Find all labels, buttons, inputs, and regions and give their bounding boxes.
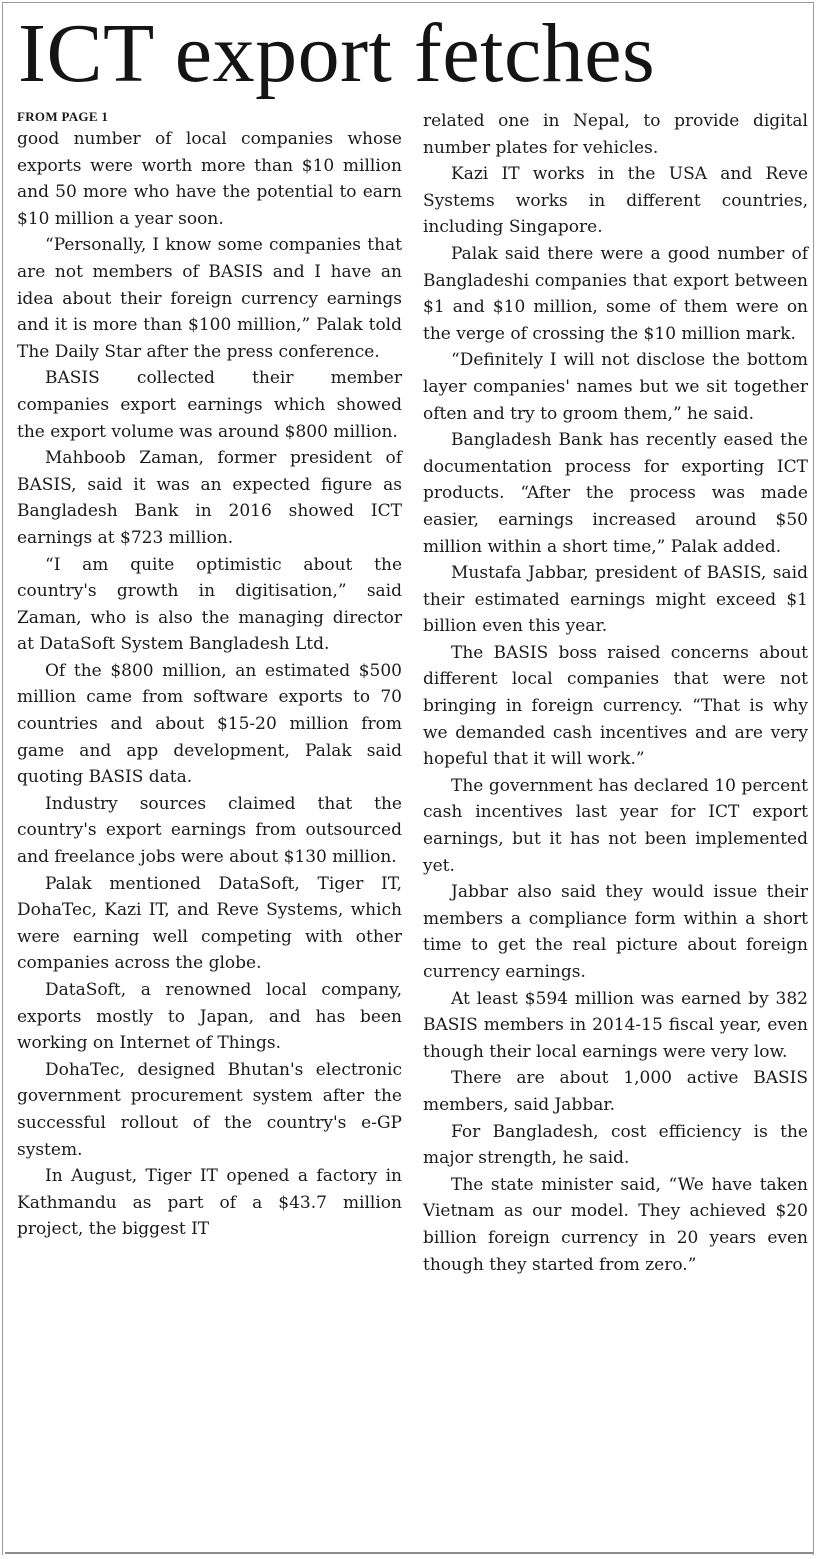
paragraph: There are about 1,000 active BASIS members, said Jabbar. bbox=[423, 1068, 808, 1115]
headline: ICT export fetches bbox=[18, 7, 656, 100]
right-column bbox=[423, 108, 808, 1278]
paragraph: “Definitely I will not disclose the bottom layer companies' names but we sit together often and try to groom them,” he said. bbox=[423, 350, 808, 424]
paragraph: Jabbar also said they would issue their members a compliance form within a short time to get the real picture about foreign currency earnings. bbox=[423, 882, 808, 982]
paragraph: The state minister said, “We have taken Vietnam as our model. They achieved $20 billion foreign currency in 20 years even though they started from zero.” bbox=[423, 1174, 808, 1275]
paragraph: DohaTec, designed Bhutan's electronic government procurement system after the successful rollout of the country's e-GP system. bbox=[17, 1059, 402, 1160]
paragraph: Palak said there were a good number of Bangladeshi companies that export between $1 and $10 million, some of them were on the verge of crossing the $10 million mark. bbox=[423, 243, 808, 344]
paragraph: The BASIS boss raised concerns about different local companies that were not bringing in foreign currency. “That is why we demanded cash incentives and are very hopeful that it will work.” bbox=[423, 642, 808, 770]
paragraph: At least $594 million was earned by 382 BASIS members in 2014-15 fiscal year, even though their local earnings were very low. bbox=[423, 988, 808, 1062]
left-column bbox=[17, 108, 402, 1243]
paragraph: Industry sources claimed that the country's export earnings from outsourced and freelance jobs were about $130 million. bbox=[17, 793, 402, 868]
continued-from-label: FROM PAGE 1 bbox=[17, 109, 109, 124]
paragraph: “I am quite optimistic about the country's growth in digitisation,” said Zaman, who is also the managing director at DataSoft System Bangladesh Ltd. bbox=[17, 554, 402, 655]
paragraph: related one in Nepal, to provide digital number plates for vehicles. bbox=[423, 111, 808, 158]
paragraph: good number of local companies whose exports were worth more than $10 million and 50 more who have the potential to earn $10 million a year soon. bbox=[17, 129, 402, 229]
paragraph: BASIS collected their member companies export earnings which showed the export volume was around $800 million. bbox=[17, 368, 402, 442]
paragraph: The government has declared 10 percent cash incentives last year for ICT export earnings, but it has not been implemented yet. bbox=[423, 775, 808, 876]
paragraph: For Bangladesh, cost efficiency is the major strength, he said. bbox=[423, 1121, 808, 1169]
paragraph: Palak mentioned DataSoft, Tiger IT, DohaTec, Kazi IT, and Reve Systems, which were earning well competing with other companies across the globe. bbox=[17, 873, 402, 974]
paragraph: Of the $800 million, an estimated $500 million came from software exports to 70 countries and about $15-20 million from game and app development, Palak said quoting BASIS data. bbox=[17, 660, 402, 788]
paragraph: Mahboob Zaman, former president of BASIS, said it was an expected figure as Bangladesh Bank in 2016 showed ICT earnings at $723 million. bbox=[17, 448, 402, 548]
paragraph: In August, Tiger IT opened a factory in Kathmandu as part of a $43.7 million project, the biggest IT bbox=[17, 1166, 402, 1240]
paragraph: “Personally, I know some companies that are not members of BASIS and I have an idea about their foreign currency earnings and it is more than $100 million,” Palak told The Daily Star after the press conference. bbox=[17, 235, 402, 362]
paragraph: DataSoft, a renowned local company, exports mostly to Japan, and has been working on Internet of Things. bbox=[17, 980, 402, 1054]
bottom-rule bbox=[5, 1552, 813, 1554]
paragraph: Kazi IT works in the USA and Reve Systems works in different countries, including Singapore. bbox=[423, 164, 808, 238]
paragraph: Mustafa Jabbar, president of BASIS, said their estimated earnings might exceed $1 billion even this year. bbox=[423, 563, 808, 637]
paragraph: Bangladesh Bank has recently eased the documentation process for exporting ICT products. “After the process was made easier, earnings increased around $50 million within a short time,” Palak added. bbox=[423, 430, 808, 557]
